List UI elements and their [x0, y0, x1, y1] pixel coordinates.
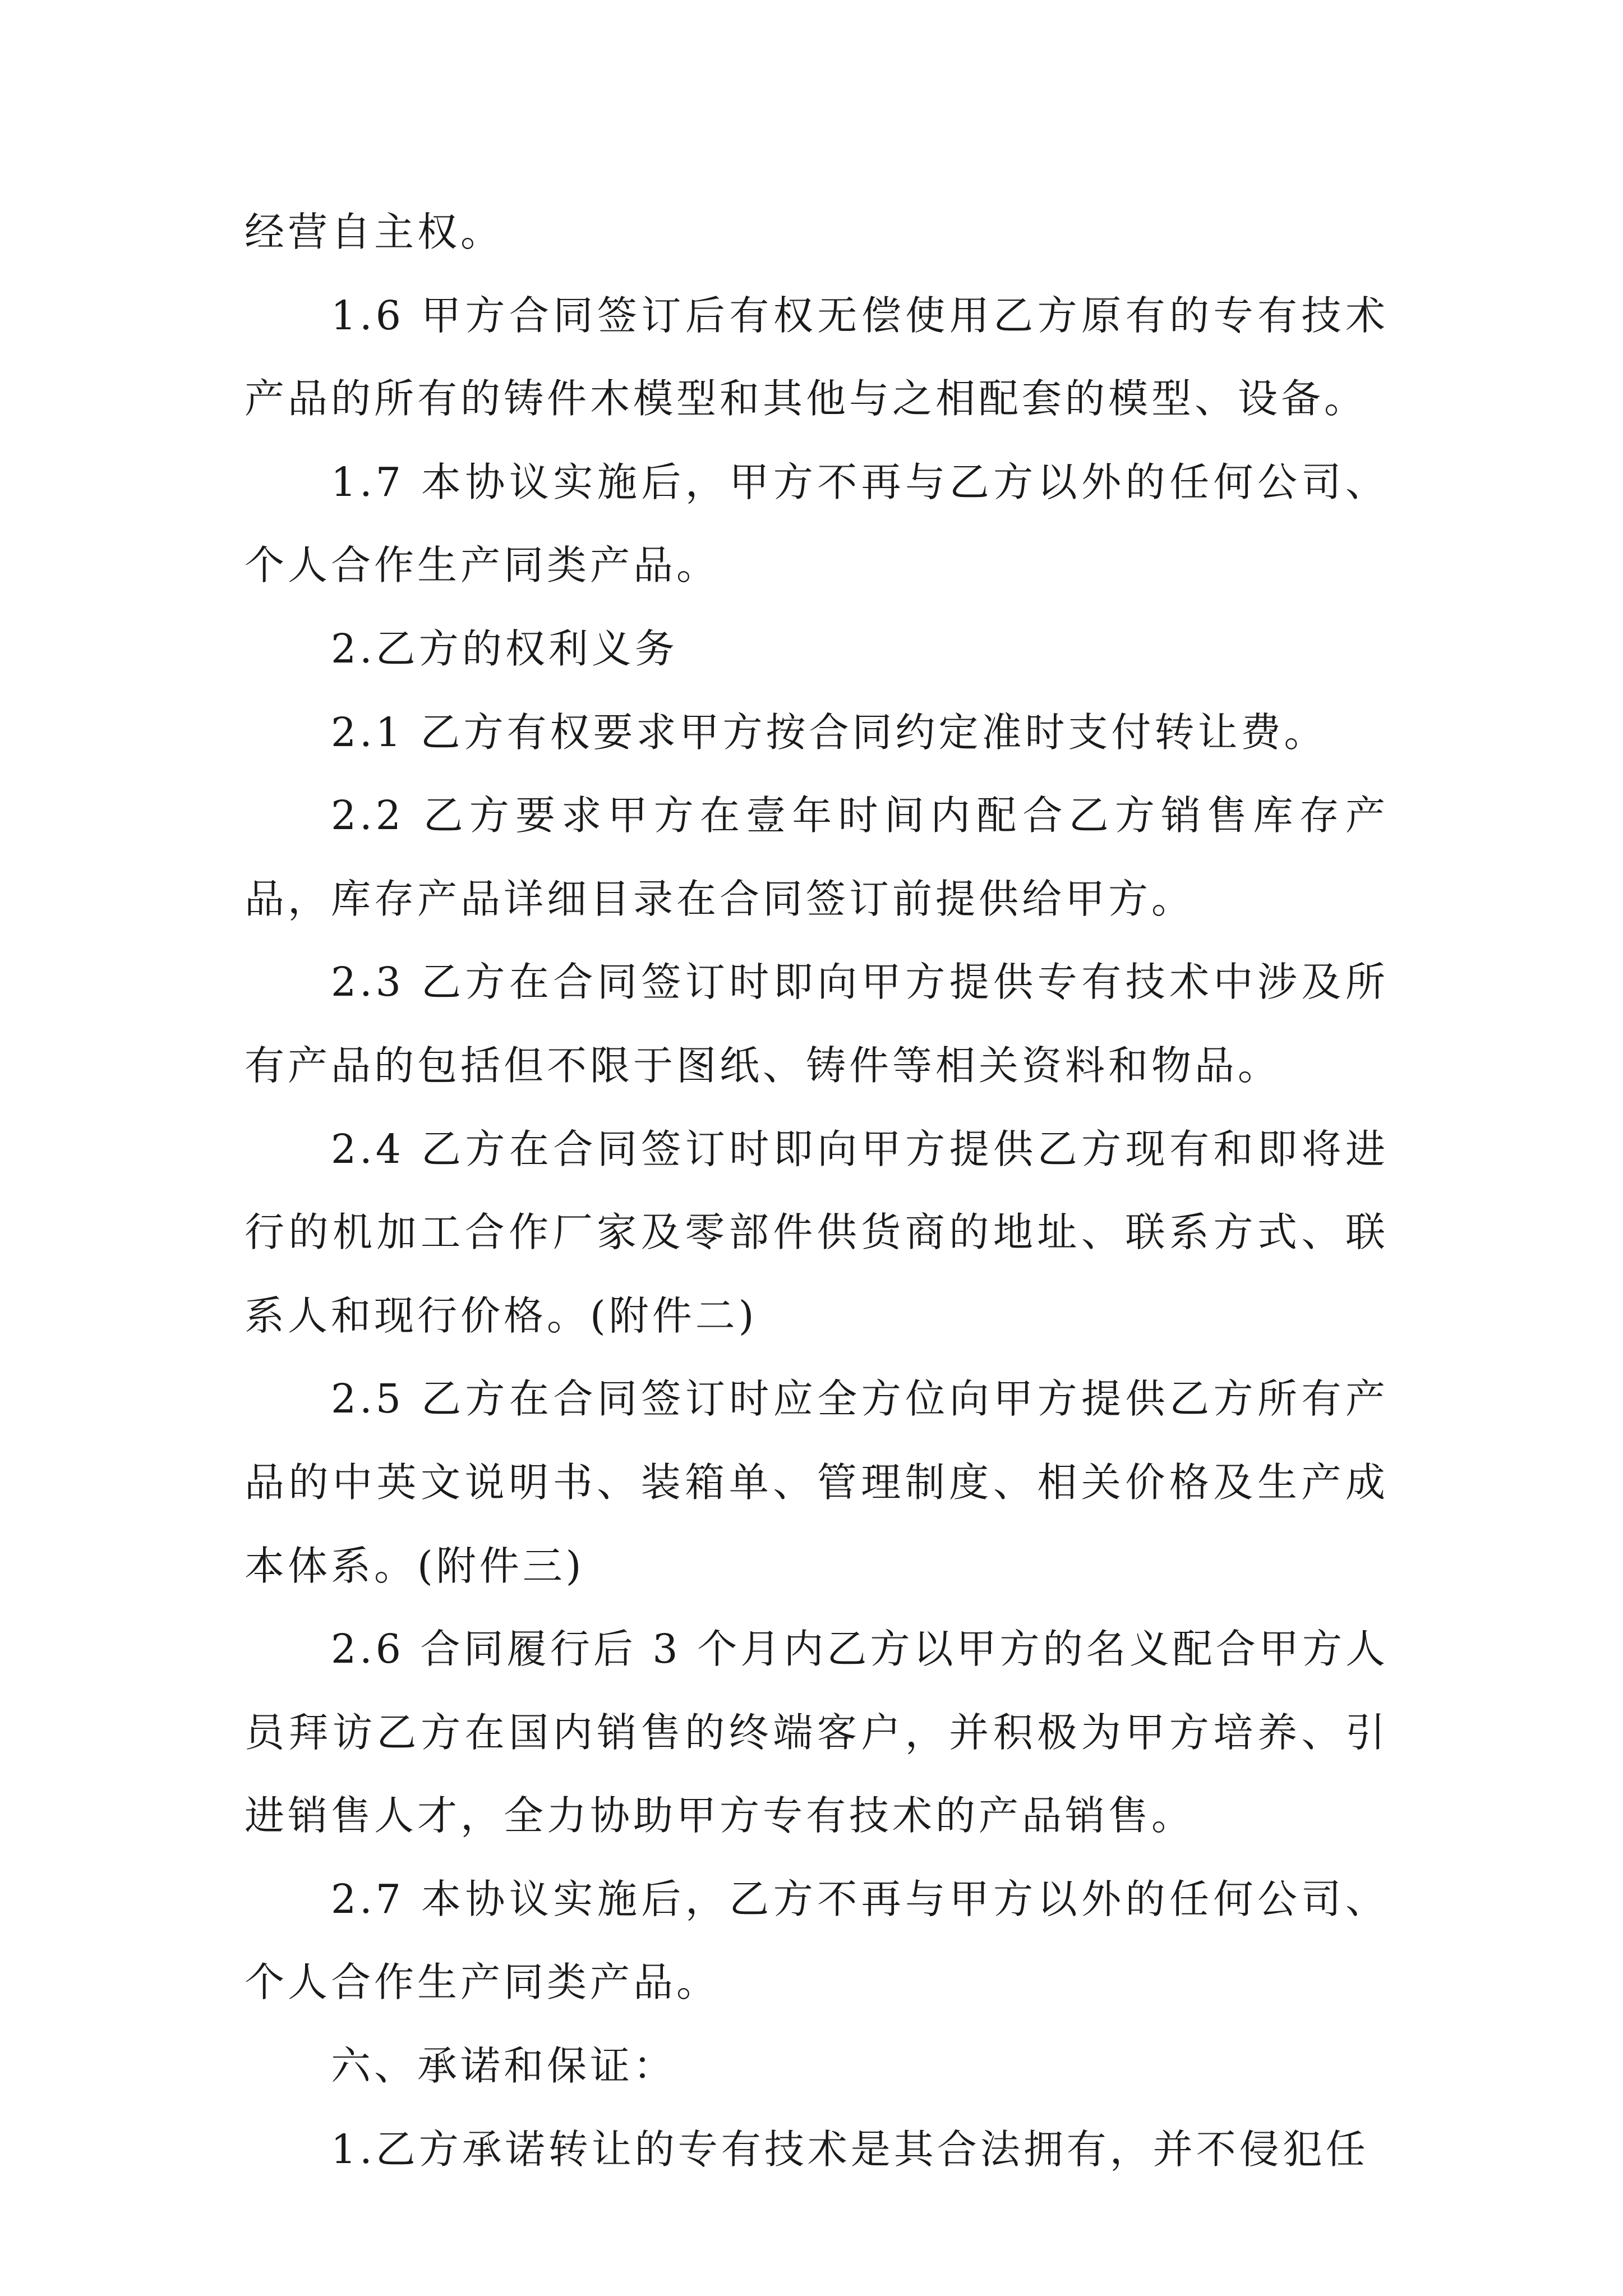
paragraph-2-6: 2.6 合同履行后 3 个月内乙方以甲方的名义配合甲方人员拜访乙方在国内销售的终端客户，并积极为甲方培养、引进销售人才，全力协助甲方专有技术的产品销售。 [245, 1626, 1389, 1839]
paragraph-2-2: 2.2 乙方要求甲方在壹年时间内配合乙方销售库存产品，库存产品详细目录在合同签订前提供给甲方。 [245, 792, 1389, 922]
paragraph-1-7: 1.7 本协议实施后，甲方不再与乙方以外的任何公司、个人合作生产同类产品。 [245, 458, 1389, 589]
paragraph-commitment-1: 1.乙方承诺转让的专有技术是其合法拥有，并不侵犯任 [331, 2125, 1369, 2173]
paragraph-2-4: 2.4 乙方在合同签订时即向甲方提供乙方现有和即将进行的机加工合作厂家及零部件供货商的地址、联系方式、联系人和现行价格。(附件二) [245, 1125, 1389, 1339]
paragraph-continuation: 经营自主权。 [245, 209, 504, 255]
paragraph-2-5: 2.5 乙方在合同签订时应全方位向甲方提供乙方所有产品的中英文说明书、装箱单、管理制度、相关价格及生产成本体系。(附件三) [245, 1375, 1389, 1589]
document-body [245, 191, 1389, 2191]
section-heading-party-b-rights: 2.乙方的权利义务 [331, 625, 678, 672]
paragraph-1-6: 1.6 甲方合同签订后有权无偿使用乙方原有的专有技术产品的所有的铸件木模型和其他与之相配套的模型、设备。 [245, 292, 1389, 422]
paragraph-2-7: 2.7 本协议实施后，乙方不再与甲方以外的任何公司、个人合作生产同类产品。 [245, 1875, 1389, 2006]
paragraph-2-1: 2.1 乙方有权要求甲方按合同约定准时支付转让费。 [331, 708, 1327, 756]
paragraph-2-3: 2.3 乙方在合同签订时即向甲方提供专有技术中涉及所有产品的包括但不限于图纸、铸件等相关资料和物品。 [245, 959, 1389, 1089]
section-heading-commitments: 六、承诺和保证： [331, 2042, 677, 2090]
